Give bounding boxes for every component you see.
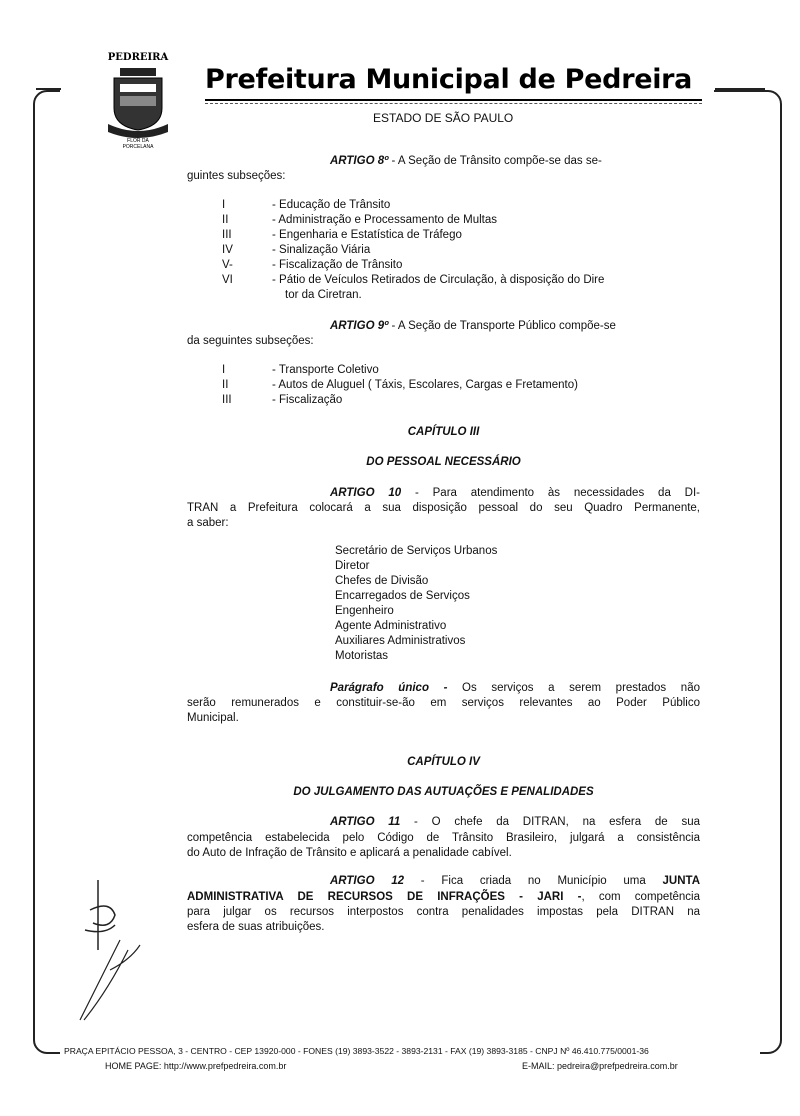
header-dash-right: [715, 88, 765, 90]
art11-line2: competência estabelecida pelo Código de Trânsito Brasileiro, julgará a consistência: [187, 832, 700, 844]
staff-role: Chefes de Divisão: [335, 575, 429, 587]
art8-line2: guintes subseções:: [187, 170, 286, 182]
paragraph-line3: Municipal.: [187, 712, 239, 724]
chapter-4-title: CAPÍTULO IV: [407, 756, 480, 768]
staff-role: Diretor: [335, 560, 370, 572]
subsection-number: III: [222, 229, 232, 241]
subsection-text: - Transporte Coletivo: [272, 364, 379, 376]
art12-line3: para julgar os recursos interpostos contra penalidades impostas pela DITRAN na: [187, 906, 700, 918]
staff-role: Auxiliares Administrativos: [335, 635, 466, 647]
staff-role: Agente Administrativo: [335, 620, 447, 632]
art12-line1: ARTIGO 12 - Fica criada no Município uma JUNTA: [330, 875, 701, 887]
art12-line4: esfera de suas atribuições.: [187, 921, 325, 933]
chapter-3-subtitle: DO PESSOAL NECESSÁRIO: [366, 456, 521, 468]
subsection-text: - Sinalização Viária: [272, 244, 371, 256]
art9-line1: ARTIGO 9º - A Seção de Transporte Público compõe-se: [330, 320, 616, 332]
subsection-text: - Educação de Trânsito: [272, 199, 391, 211]
subsection-text: - Pátio de Veículos Retirados de Circulação, à disposição do Dire: [272, 274, 605, 286]
footer-email: E-MAIL: pedreira@prefpedreira.com.br: [522, 1061, 678, 1071]
art10-line1: ARTIGO 10 - Para atendimento às necessidades da DI-: [330, 487, 700, 499]
footer-address: PRAÇA EPITÁCIO PESSOA, 3 - CENTRO - CEP 13920-000 - FONES (19) 3893-3522 - 3893-2131 - FAX (19) 3893-3185 - CNPJ Nº 46.410.775/0001-36: [64, 1046, 649, 1056]
header-dash-left: [36, 88, 61, 90]
subsection-number: I: [222, 364, 226, 376]
art8-line1: ARTIGO 8º - A Seção de Trânsito compõe-se das se-: [330, 155, 602, 167]
paragraph-line1: Parágrafo único - Os serviços a serem prestados não: [330, 682, 700, 694]
subsection-number: V-: [222, 259, 233, 271]
subsection-number: II: [222, 379, 229, 391]
title-underline: [205, 99, 702, 101]
subsection-text: - Fiscalização: [272, 394, 343, 406]
subsection-text: - Engenharia e Estatística de Tráfego: [272, 229, 462, 241]
staff-role: Secretário de Serviços Urbanos: [335, 545, 498, 557]
subsection-number: III: [222, 394, 232, 406]
state-subtitle: ESTADO DE SÃO PAULO: [373, 111, 514, 125]
title-underline-dashed: [205, 103, 702, 104]
subsection-number: I: [222, 199, 226, 211]
page-title: Prefeitura Municipal de Pedreira: [205, 64, 693, 95]
art10-line3: a saber:: [187, 517, 229, 529]
footer-homepage: HOME PAGE: http://www.prefpedreira.com.br: [105, 1061, 287, 1071]
staff-role: Engenheiro: [335, 605, 394, 617]
staff-role: Encarregados de Serviços: [335, 590, 470, 602]
paragraph-line2: serão remunerados e constituir-se-ão em serviços relevantes ao Poder Público: [187, 697, 700, 709]
subsection-number: VI: [222, 274, 233, 286]
art8-item6-cont: tor da Ciretran.: [285, 289, 362, 301]
subsection-number: II: [222, 214, 229, 226]
crest-logo: [98, 46, 178, 151]
staff-role: Motoristas: [335, 650, 389, 662]
subsection-text: - Fiscalização de Trânsito: [272, 259, 403, 271]
art12-line2: ADMINISTRATIVA DE RECURSOS DE INFRAÇÕES - JARI -, com competência: [187, 891, 701, 903]
subsection-text: - Administração e Processamento de Multas: [272, 214, 497, 226]
subsection-number: IV: [222, 244, 233, 256]
chapter-4-subtitle: DO JULGAMENTO DAS AUTUAÇÕES E PENALIDADES: [293, 786, 594, 798]
art11-line1: ARTIGO 11 - O chefe da DITRAN, na esfera de sua: [330, 816, 700, 828]
subsection-text: - Autos de Aluguel ( Táxis, Escolares, Cargas e Fretamento): [272, 379, 578, 391]
art11-line3: do Auto de Infração de Trânsito e aplicará a penalidade cabível.: [187, 847, 512, 859]
svg-text:PORCELANA: PORCELANA: [122, 144, 154, 150]
art9-line2: da seguintes subseções:: [187, 335, 314, 347]
art10-line2: TRAN a Prefeitura colocará a sua disposição pessoal do seu Quadro Permanente,: [187, 502, 700, 514]
chapter-3-title: CAPÍTULO III: [407, 426, 480, 438]
svg-text:FLOR DA: FLOR DA: [127, 138, 149, 144]
svg-text:PEDREIRA: PEDREIRA: [107, 52, 169, 63]
handwritten-signature: [70, 870, 150, 1030]
